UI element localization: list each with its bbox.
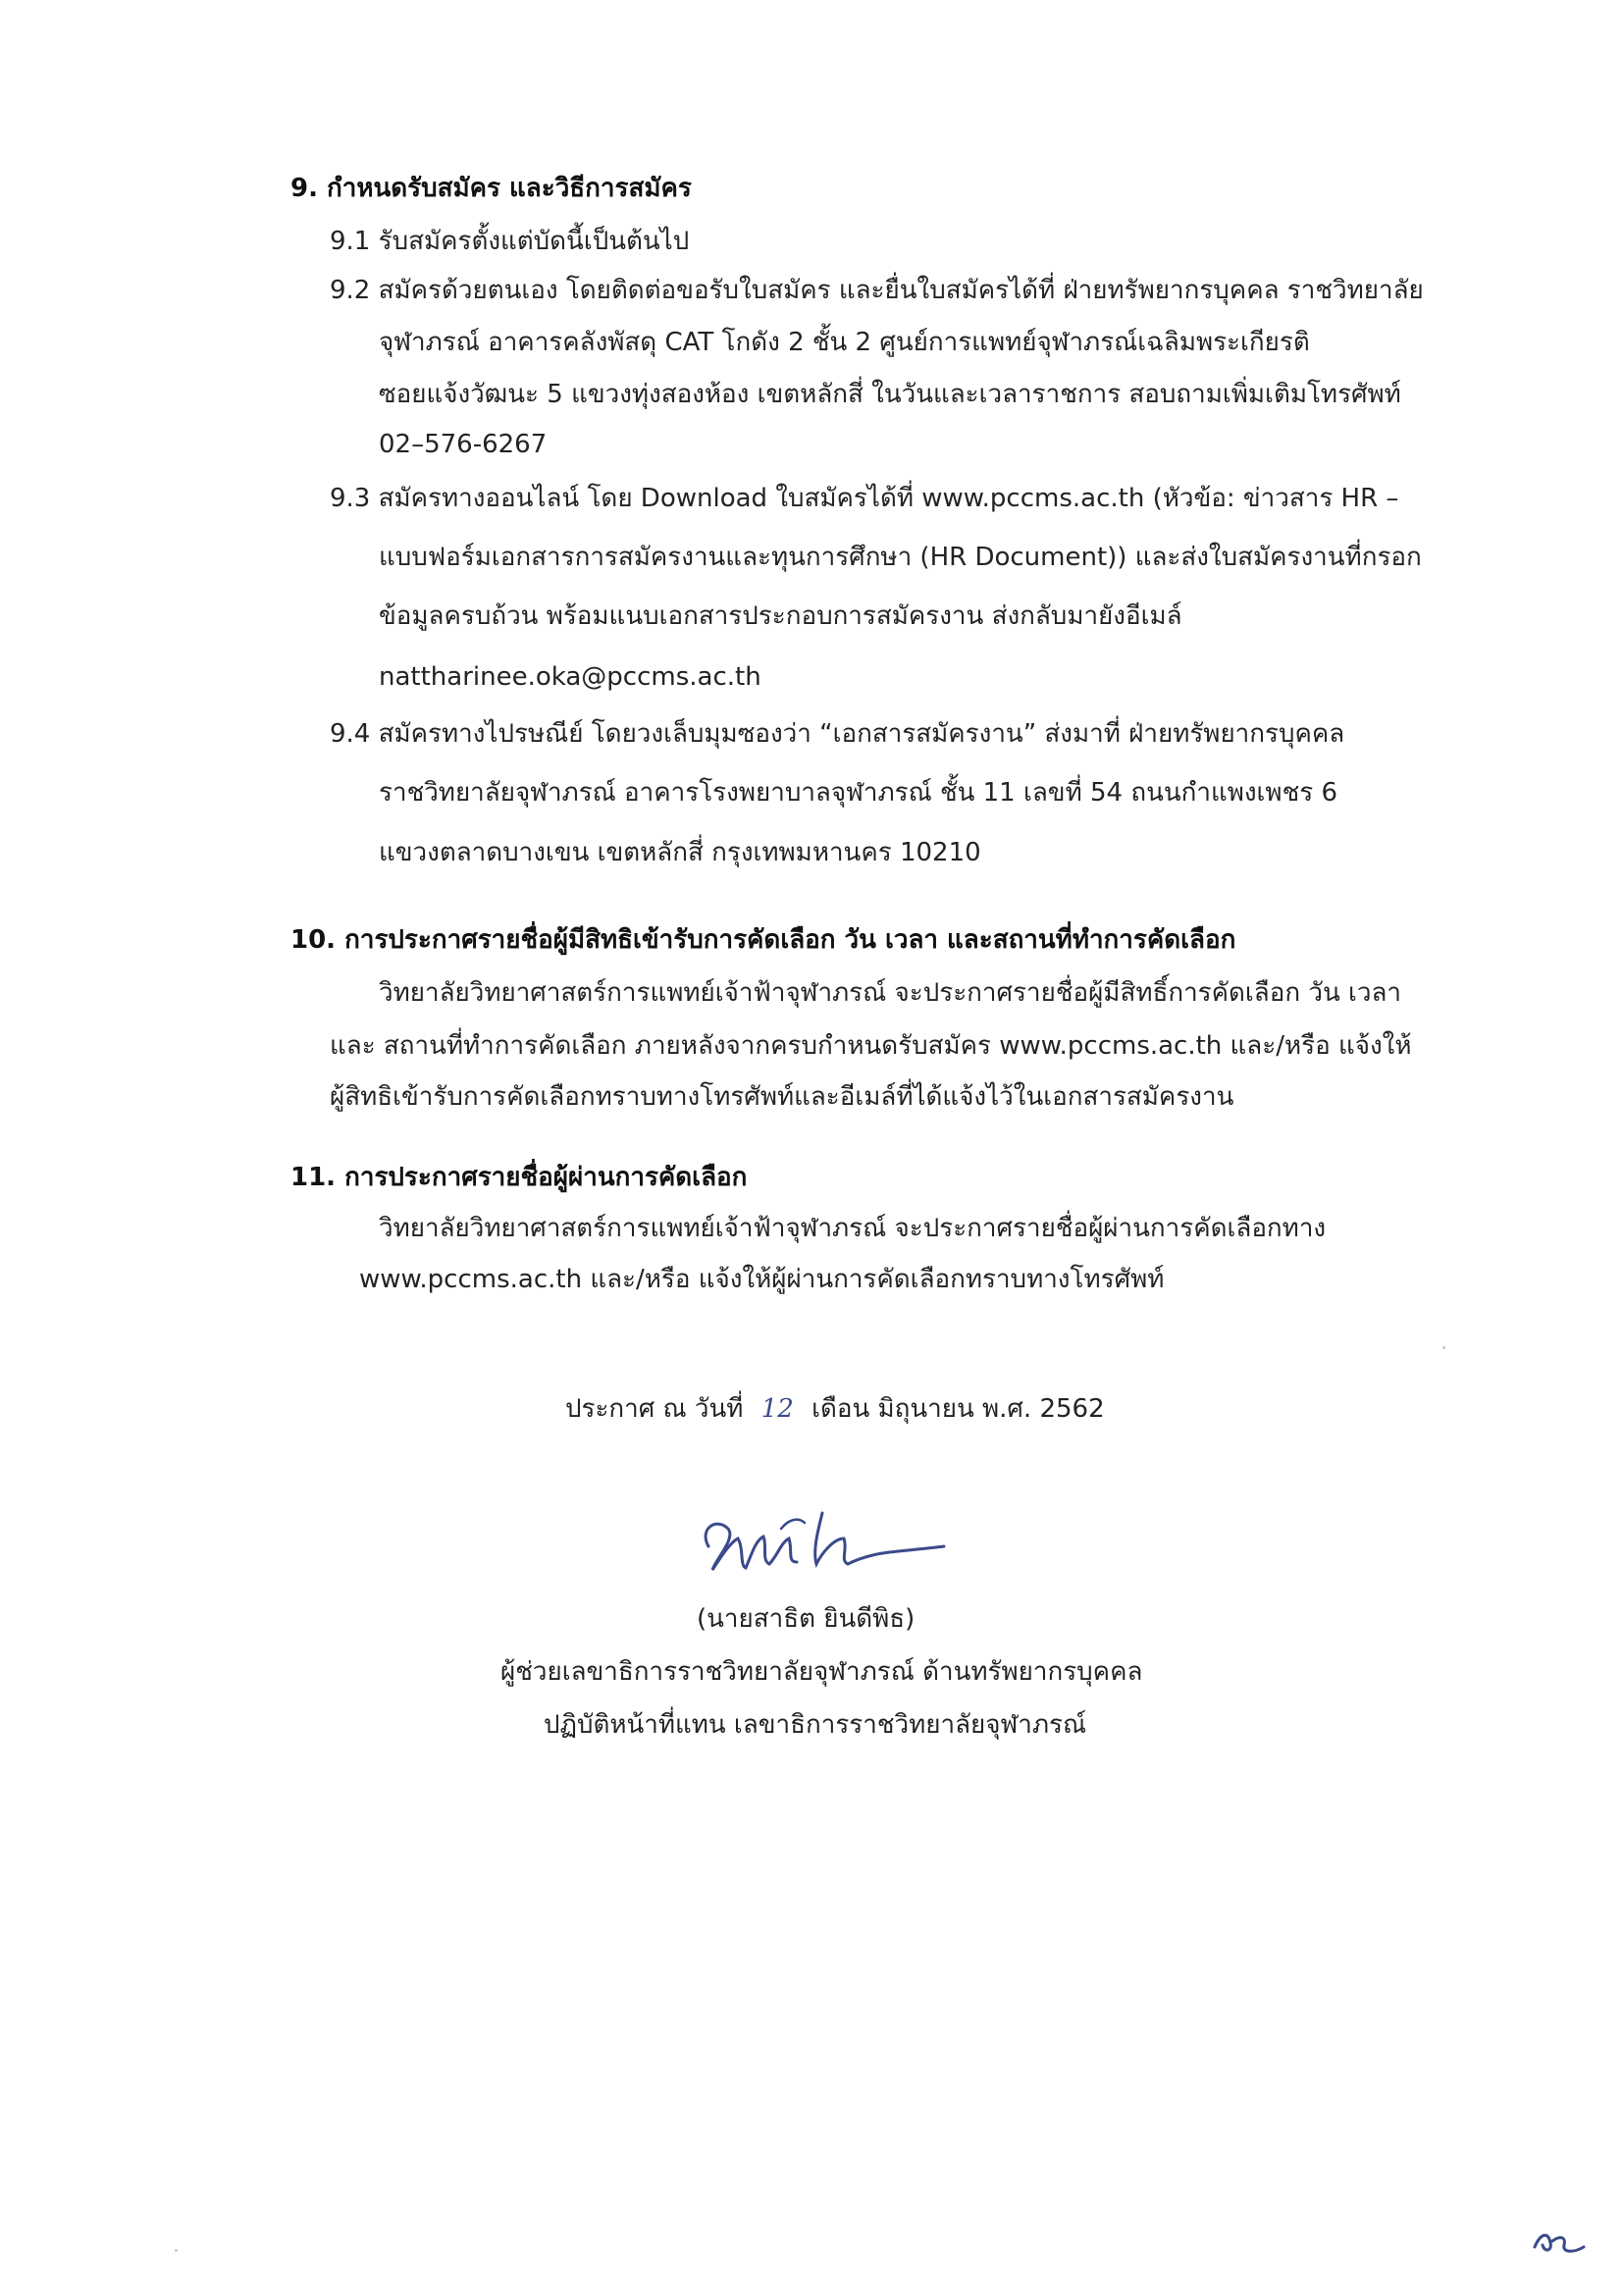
signatory-title-2: ปฏิบัติหน้าที่แทน เลขาธิการราชวิทยาลัยจุฬาภรณ์ bbox=[544, 1710, 1087, 1740]
item-9-2-line-2: จุฬาภรณ์ อาคารคลังพัสดุ CAT โกดัง 2 ชั้น 2 ศูนย์การแพทย์จุฬาภรณ์เฉลิมพระเกียรติ bbox=[379, 328, 1310, 357]
signatory-title-1: ผู้ช่วยเลขาธิการราชวิทยาลัยจุฬาภรณ์ ด้านทรัพยากรบุคคล bbox=[500, 1657, 1143, 1687]
section-11-line-1: วิทยาลัยวิทยาศาสตร์การแพทย์เจ้าฟ้าจุฬาภรณ์ จะประกาศรายชื่อผู้ผ่านการคัดเลือกทาง bbox=[379, 1214, 1327, 1243]
announcement-date bbox=[565, 1391, 1105, 1427]
announcement-prefix: ประกาศ ณ วันที่ bbox=[565, 1394, 744, 1424]
initials-mark bbox=[1531, 2219, 1590, 2259]
scan-speck bbox=[175, 2249, 178, 2252]
item-9-1: 9.1 รับสมัครตั้งแต่บัดนี้เป็นต้นไป bbox=[330, 227, 690, 256]
item-9-3-line-1: 9.3 สมัครทางออนไลน์ โดย Download ใบสมัครได้ที่ www.pccms.ac.th (หัวข้อ: ข่าวสาร HR – bbox=[330, 484, 1399, 513]
item-9-3-line-2: แบบฟอร์มเอกสารการสมัครงานและทุนการศึกษา (HR Document)) และส่งใบสมัครงานที่กรอก bbox=[379, 543, 1422, 572]
section-11-line-2: www.pccms.ac.th และ/หรือ แจ้งให้ผู้ผ่านการคัดเลือกทราบทางโทรศัพท์ bbox=[359, 1265, 1165, 1294]
item-9-4-line-1: 9.4 สมัครทางไปรษณีย์ โดยวงเล็บมุมซองว่า “เอกสารสมัครงาน” ส่งมาที่ ฝ่ายทรัพยากรบุคคล bbox=[330, 719, 1345, 749]
section-9-heading: 9. กำหนดรับสมัคร และวิธีการสมัคร bbox=[290, 174, 692, 203]
section-10-heading: 10. การประกาศรายชื่อผู้มีสิทธิเข้ารับการคัดเลือก วัน เวลา และสถานที่ทำการคัดเลือก bbox=[290, 925, 1236, 955]
section-10-line-3: ผู้สิทธิเข้ารับการคัดเลือกทราบทางโทรศัพท์และอีเมล์ที่ได้แจ้งไว้ในเอกสารสมัครงาน bbox=[330, 1082, 1234, 1112]
section-10-line-1: วิทยาลัยวิทยาศาสตร์การแพทย์เจ้าฟ้าจุฬาภรณ์ จะประกาศรายชื่อผู้มีสิทธิ์การคัดเลือก วัน เวลา bbox=[379, 978, 1402, 1008]
item-9-2-line-3: ซอยแจ้งวัฒนะ 5 แขวงทุ่งสองห้อง เขตหลักสี่ ในวันและเวลาราชการ สอบถามเพิ่มเติมโทรศัพท์ bbox=[379, 380, 1401, 409]
signatory-name: (นายสาธิต ยินดีพิธ) bbox=[697, 1604, 916, 1634]
section-11-heading: 11. การประกาศรายชื่อผู้ผ่านการคัดเลือก bbox=[290, 1163, 748, 1192]
signature-image bbox=[687, 1499, 952, 1588]
scan-speck bbox=[1442, 1346, 1445, 1349]
item-9-3-line-3: ข้อมูลครบถ้วน พร้อมแนบเอกสารประกอบการสมัครงาน ส่งกลับมายังอีเมล์ bbox=[379, 601, 1182, 631]
announcement-day: 12 bbox=[760, 1394, 794, 1424]
item-9-4-line-2: ราชวิทยาลัยจุฬาภรณ์ อาคารโรงพยาบาลจุฬาภรณ์ ชั้น 11 เลขที่ 54 ถนนกำแพงเพชร 6 bbox=[379, 778, 1337, 808]
item-9-2-line-1: 9.2 สมัครด้วยตนเอง โดยติดต่อขอรับใบสมัคร และยื่นใบสมัครได้ที่ ฝ่ายทรัพยากรบุคคล ราชวิทยาลัย bbox=[330, 276, 1424, 305]
announcement-month-year: เดือน มิถุนายน พ.ศ. 2562 bbox=[812, 1394, 1105, 1424]
item-9-4-line-3: แขวงตลาดบางเขน เขตหลักสี่ กรุงเทพมหานคร 10210 bbox=[379, 838, 981, 867]
section-10-line-2: และ สถานที่ทำการคัดเลือก ภายหลังจากครบกำหนดรับสมัคร www.pccms.ac.th และ/หรือ แจ้งให้ bbox=[330, 1031, 1412, 1061]
item-9-3-email: nattharinee.oka@pccms.ac.th bbox=[379, 662, 761, 692]
item-9-2-line-4: 02–576-6267 bbox=[379, 430, 548, 459]
